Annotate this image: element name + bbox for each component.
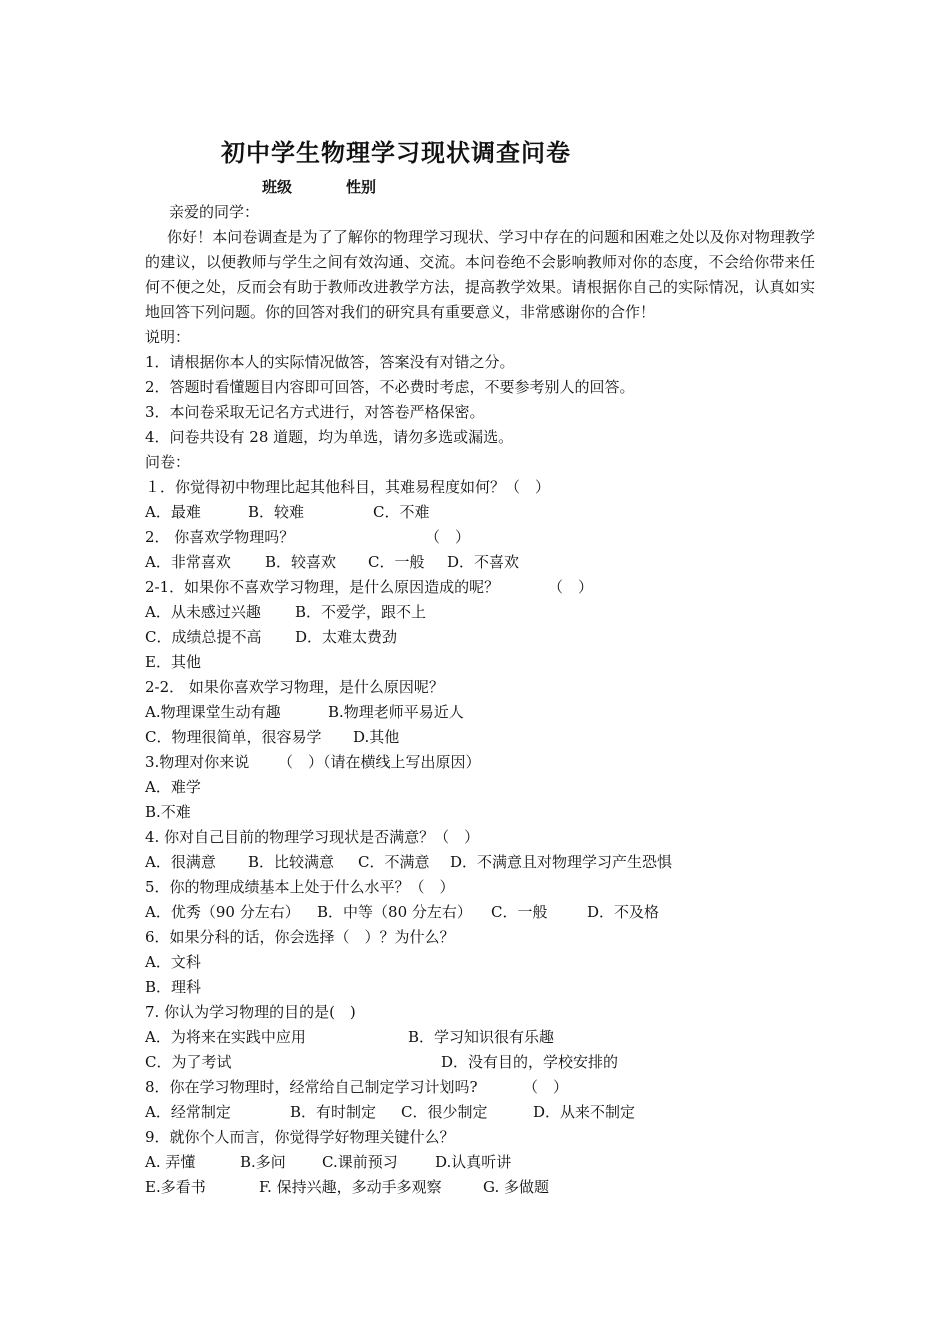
question-text: 2-1．如果你不喜欢学习物理，是什么原因造成的呢？ — [145, 578, 500, 596]
q5-options — [145, 900, 815, 925]
option-c: C．很少制定 — [401, 1103, 488, 1121]
option-c: C.课前预习 — [322, 1153, 398, 1171]
option-a: A．优秀（90 分左右） — [145, 903, 300, 921]
document-title: 初中学生物理学习现状调查问卷 — [221, 139, 571, 167]
q9-options-abcd — [145, 1150, 815, 1175]
option-d: D.其他 — [353, 728, 400, 746]
q1-options — [145, 500, 815, 525]
option-b: B.不难 — [145, 803, 191, 821]
notes-heading: 说明： — [145, 328, 191, 346]
option-a: A．难学 — [145, 778, 201, 796]
option-a: A．很满意 — [145, 853, 216, 871]
option-d: D．从来不制定 — [533, 1103, 636, 1121]
option-d: D．不及格 — [587, 903, 660, 921]
option-a: A．最难 — [145, 503, 201, 521]
gender-label: 性别 — [346, 178, 377, 196]
question-3 — [145, 750, 815, 775]
q2-1-options-ab — [145, 600, 815, 625]
option-c: C．为了考试 — [145, 1053, 232, 1071]
option-a: A.物理课堂生动有趣 — [145, 703, 281, 721]
option-d: D．没有目的，学校安排的 — [441, 1053, 619, 1071]
question-text: 3.物理对你来说 — [145, 753, 250, 771]
question-2-2: 2-2． 如果你喜欢学习物理，是什么原因呢？ — [145, 678, 444, 696]
q2-options — [145, 550, 815, 575]
option-f: F. 保持兴趣，多动手多观察 — [259, 1178, 442, 1196]
option-a: A．经常制定 — [145, 1103, 231, 1121]
answer-parens: （ ） — [548, 578, 594, 596]
option-a: A．为将来在实践中应用 — [145, 1028, 306, 1046]
question-8 — [145, 1075, 815, 1100]
note-item: 2．答题时看懂题目内容即可回答，不必费时考虑，不要参考别人的回答。 — [145, 378, 635, 396]
option-a: A．从未感过兴趣 — [145, 603, 261, 621]
question-2-1 — [145, 575, 815, 600]
option-e: E.多看书 — [145, 1178, 206, 1196]
option-b: B．有时制定 — [290, 1103, 377, 1121]
question-text: 8．你在学习物理时，经常给自己制定学习计划吗? — [145, 1078, 478, 1096]
greeting: 亲爱的同学： — [169, 203, 260, 221]
option-b: B．中等（80 分左右） — [317, 903, 472, 921]
option-b: B．学习知识很有乐趣 — [408, 1028, 555, 1046]
option-d: D.认真听讲 — [435, 1153, 512, 1171]
option-b: B．理科 — [145, 978, 202, 996]
question-4: 4. 你对自己目前的物理学习现状是否满意？（ ） — [145, 828, 480, 846]
answer-parens: （ ） — [425, 528, 471, 546]
q4-options — [145, 850, 815, 875]
option-c: C．一般 — [368, 553, 425, 571]
option-d: D．不满意且对物理学习产生恐惧 — [450, 853, 673, 871]
questionnaire-heading: 问卷： — [145, 453, 191, 471]
note-item: 4．问卷共设有 28 道题，均为单选，请勿多选或漏选。 — [145, 428, 514, 446]
note-item: 3．本问卷采取无记名方式进行，对答卷严格保密。 — [145, 403, 485, 421]
q7-options-ab — [145, 1025, 815, 1050]
option-c: C．不难 — [373, 503, 430, 521]
q2-1-options-cd — [145, 625, 815, 650]
option-b: B．比较满意 — [248, 853, 335, 871]
option-c: C．不满意 — [358, 853, 430, 871]
option-a: A．文科 — [145, 953, 201, 971]
option-a: A．非常喜欢 — [145, 553, 231, 571]
q8-options — [145, 1100, 815, 1125]
question-text: 2． 你喜欢学物理吗？ — [145, 528, 295, 546]
question-2 — [145, 525, 815, 550]
question-1: １．你觉得初中物理比起其他科目，其难易程度如何？（ ） — [145, 478, 551, 496]
question-5: 5．你的物理成绩基本上处于什么水平？（ ） — [145, 878, 455, 896]
question-6: 6．如果分科的话，你会选择（ ）？为什么？ — [145, 928, 455, 946]
intro-paragraph: 你好！本问卷调查是为了了解你的物理学习现状、学习中存在的问题和困难之处以及你对物理教学的建议，以便教师与学生之间有效沟通、交流。本问卷绝不会影响教师对你的态度，不会给你带来任何不便之处，反而会有助于教师改进教学方法，提高教学效果。请根据你自己的实际情况，认真如实地回答下列问题。你的回答对我们的研究具有重要意义，非常感谢你的合作！ — [145, 228, 815, 321]
option-e: E．其他 — [145, 653, 201, 671]
option-d: D．太难太费劲 — [295, 628, 398, 646]
question-7: 7. 你认为学习物理的目的是( ) — [145, 1003, 356, 1021]
option-g: G. 多做题 — [483, 1178, 549, 1196]
option-b: B．不爱学，跟不上 — [295, 603, 427, 621]
option-c: C．物理很简单，很容易学 — [145, 728, 322, 746]
option-c: C．一般 — [491, 903, 548, 921]
q9-options-efg — [145, 1175, 815, 1200]
q2-2-options-cd — [145, 725, 815, 750]
answer-parens: （ ）（请在横线上写出原因） — [278, 753, 481, 771]
note-item: 1．请根据你本人的实际情况做答，答案没有对错之分。 — [145, 353, 515, 371]
option-c: C．成绩总提不高 — [145, 628, 262, 646]
option-b: B.多问 — [240, 1153, 286, 1171]
class-label: 班级 — [262, 178, 293, 196]
option-b: B．较难 — [248, 503, 305, 521]
q2-2-options-ab — [145, 700, 815, 725]
document-body — [145, 200, 815, 1200]
q7-options-cd — [145, 1050, 815, 1075]
question-9: 9．就你个人而言，你觉得学好物理关键什么？ — [145, 1128, 455, 1146]
option-d: D．不喜欢 — [447, 553, 520, 571]
answer-parens: （ ） — [523, 1078, 569, 1096]
option-b: B.物理老师平易近人 — [328, 703, 464, 721]
option-b: B．较喜欢 — [265, 553, 337, 571]
option-a: A. 弄懂 — [145, 1153, 196, 1171]
